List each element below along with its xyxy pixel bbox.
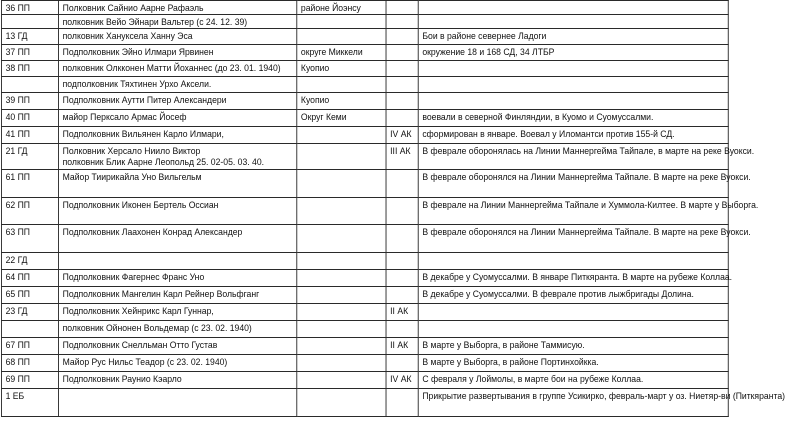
table-row (1, 372, 728, 389)
unit-cell: 37 ПП (1, 45, 58, 61)
unit-cell: 39 ПП (1, 93, 58, 110)
commander-cell (59, 253, 297, 270)
table-row (1, 170, 728, 198)
notes-cell: В декабре у Суомуссалми. В январе Питкяранта. В марте на рубеже Коллаа. (418, 270, 728, 287)
notes-cell: В марте у Выборга, в районе Портинхойкка. (418, 355, 728, 372)
notes-cell: воевали в северной Финляндии, в Куомо и Суомуссалми. (418, 110, 728, 127)
commander-cell (59, 389, 297, 417)
units-table-body (1, 1, 785, 417)
notes-cell: окружение 18 и 168 СД, 34 ЛТБР (418, 45, 728, 61)
notes-cell: В феврале оборонялась на Линии Маннергейма Тайпале, в марте на реке Вуокси. (418, 144, 728, 170)
commander-cell: Полковник Сайнио Аарне Рафаэль (59, 1, 297, 15)
commander-cell: Подполковник Эйно Илмари Ярвинен (59, 45, 297, 61)
table-row (1, 304, 728, 321)
table-row (1, 93, 728, 110)
unit-cell: 65 ПП (1, 287, 58, 304)
unit-cell: 67 ПП (1, 338, 58, 355)
notes-cell (418, 15, 728, 29)
corps-cell (386, 270, 418, 287)
area-cell (297, 321, 386, 338)
area-cell (297, 144, 386, 170)
commander-cell: майор Перксало Армас Йосеф (59, 110, 297, 127)
commander-cell: Майор Рус Нильс Теадор (с 23. 02. 1940) (59, 355, 297, 372)
corps-cell: II АК (386, 304, 418, 321)
table-row (1, 45, 728, 61)
commander-cell: Полковник Херсало Ниило Виктор полковник Блик Аарне Леопольд 25. 02-05. 03. 40. (59, 144, 297, 170)
area-cell (297, 253, 386, 270)
commander-cell: полковник Ойнонен Вольдемар (с 23. 02. 1940) (59, 321, 297, 338)
notes-cell (418, 253, 728, 270)
area-cell: Округ Кеми (297, 110, 386, 127)
corps-cell: IV АК (386, 372, 418, 389)
area-cell: районе Йоэнсу (297, 1, 386, 15)
corps-cell (386, 77, 418, 93)
notes-cell (418, 61, 728, 77)
table-row (1, 1, 728, 15)
table-row (1, 144, 728, 170)
unit-cell: 23 ГД (1, 304, 58, 321)
notes-cell: В феврале оборонялся на Линии Маннергейма Тайпале. В марте на реке Вуокси. (418, 170, 728, 198)
unit-cell: 21 ГД (1, 144, 58, 170)
table-row (1, 61, 728, 77)
table-row (1, 338, 728, 355)
commander-cell: Подполковник Аутти Питер Александери (59, 93, 297, 110)
notes-cell (418, 1, 728, 15)
corps-cell (386, 29, 418, 45)
area-cell (297, 15, 386, 29)
table-row (1, 110, 728, 127)
commander-cell: Подполковник Лаахонен Конрад Александер (59, 225, 297, 253)
notes-cell (418, 304, 728, 321)
commander-cell: Подполковник Вильянен Карло Илмари, (59, 127, 297, 144)
area-cell (297, 29, 386, 45)
corps-cell (386, 110, 418, 127)
corps-cell (386, 93, 418, 110)
units-table (1, 0, 785, 417)
area-cell (297, 270, 386, 287)
unit-cell: 64 ПП (1, 270, 58, 287)
table-row (1, 321, 728, 338)
notes-cell: С февраля у Лоймолы, в марте бои на рубеже Коллаа. (418, 372, 728, 389)
area-cell (297, 77, 386, 93)
notes-cell: В феврале оборонялся на Линии Маннергейма Тайпале. В марте на реке Вуокси. (418, 225, 728, 253)
notes-cell: Бои в районе севернее Ладоги (418, 29, 728, 45)
commander-cell: Подполковник Иконен Бертель Оссиан (59, 198, 297, 225)
unit-cell: 1 ЕБ (1, 389, 58, 417)
notes-cell: В декабре у Суомуссалми. В феврале против лыжбригады Долина. (418, 287, 728, 304)
table-row (1, 198, 728, 225)
unit-cell: 68 ПП (1, 355, 58, 372)
commander-cell: полковник Олкконен Матти Йоханнес (до 23. 01. 1940) (59, 61, 297, 77)
corps-cell (386, 198, 418, 225)
table-row (1, 225, 728, 253)
unit-cell: 63 ПП (1, 225, 58, 253)
corps-cell (386, 15, 418, 29)
commander-cell: Подполковник Фагернес Франс Уно (59, 270, 297, 287)
notes-cell: Прикрытие развертывания в группе Усикирко, февраль-март у оз. Ниетяр-ви (Питкяранта) (418, 389, 728, 417)
unit-cell: 13 ГД (1, 29, 58, 45)
table-row (1, 389, 728, 417)
corps-cell (386, 45, 418, 61)
commander-cell: Подполковник Мангелин Карл Рейнер Вольфганг (59, 287, 297, 304)
table-row (1, 29, 728, 45)
notes-cell (418, 93, 728, 110)
area-cell (297, 170, 386, 198)
corps-cell (386, 1, 418, 15)
unit-cell: 36 ПП (1, 1, 58, 15)
corps-cell: III АК (386, 144, 418, 170)
unit-cell: 22 ГД (1, 253, 58, 270)
table-row (1, 127, 728, 144)
area-cell (297, 372, 386, 389)
notes-cell: сформирован в январе. Воевал у Иломантси против 155-й СД. (418, 127, 728, 144)
unit-cell: 61 ПП (1, 170, 58, 198)
table-row (1, 253, 728, 270)
area-cell (297, 389, 386, 417)
area-cell: округе Миккели (297, 45, 386, 61)
unit-cell: 62 ПП (1, 198, 58, 225)
table-row (1, 355, 728, 372)
notes-cell (418, 321, 728, 338)
table-row (1, 287, 728, 304)
corps-cell (386, 287, 418, 304)
table-row (1, 15, 728, 29)
commander-cell: полковник Вейо Эйнари Вальтер (с 24. 12. 39) (59, 15, 297, 29)
area-cell: Куопио (297, 61, 386, 77)
corps-cell (386, 225, 418, 253)
commander-cell: полковник Ханукселa Ханну Эса (59, 29, 297, 45)
unit-cell: 40 ПП (1, 110, 58, 127)
corps-cell (386, 321, 418, 338)
corps-cell: IV АК (386, 127, 418, 144)
area-cell (297, 338, 386, 355)
corps-cell: II АК (386, 338, 418, 355)
corps-cell (386, 61, 418, 77)
corps-cell (386, 170, 418, 198)
unit-cell (1, 321, 58, 338)
unit-cell (1, 77, 58, 93)
unit-cell: 41 ПП (1, 127, 58, 144)
area-cell (297, 287, 386, 304)
notes-cell: В марте у Выборга, в районе Таммисую. (418, 338, 728, 355)
notes-cell (418, 77, 728, 93)
table-row (1, 270, 728, 287)
commander-cell: Подполковник Раунио Кэарло (59, 372, 297, 389)
corps-cell (386, 389, 418, 417)
commander-cell: подполковник Тяхтинен Урхо Аксели. (59, 77, 297, 93)
area-cell: Куопио (297, 93, 386, 110)
commander-cell: Подполковник Снелльман Отто Густав (59, 338, 297, 355)
commander-cell: Подполковник Хейнрикс Карл Гуннар, (59, 304, 297, 321)
corps-cell (386, 355, 418, 372)
area-cell (297, 304, 386, 321)
unit-cell: 38 ПП (1, 61, 58, 77)
notes-cell: В феврале на Линии Маннергейма Тайпале и Хуммола-Килтее. В марте у Выборга. (418, 198, 728, 225)
unit-cell (1, 15, 58, 29)
unit-cell: 69 ПП (1, 372, 58, 389)
commander-cell: Майор Тиирикайла Уно Вильгельм (59, 170, 297, 198)
area-cell (297, 355, 386, 372)
corps-cell (386, 253, 418, 270)
area-cell (297, 198, 386, 225)
area-cell (297, 225, 386, 253)
area-cell (297, 127, 386, 144)
table-row (1, 77, 728, 93)
